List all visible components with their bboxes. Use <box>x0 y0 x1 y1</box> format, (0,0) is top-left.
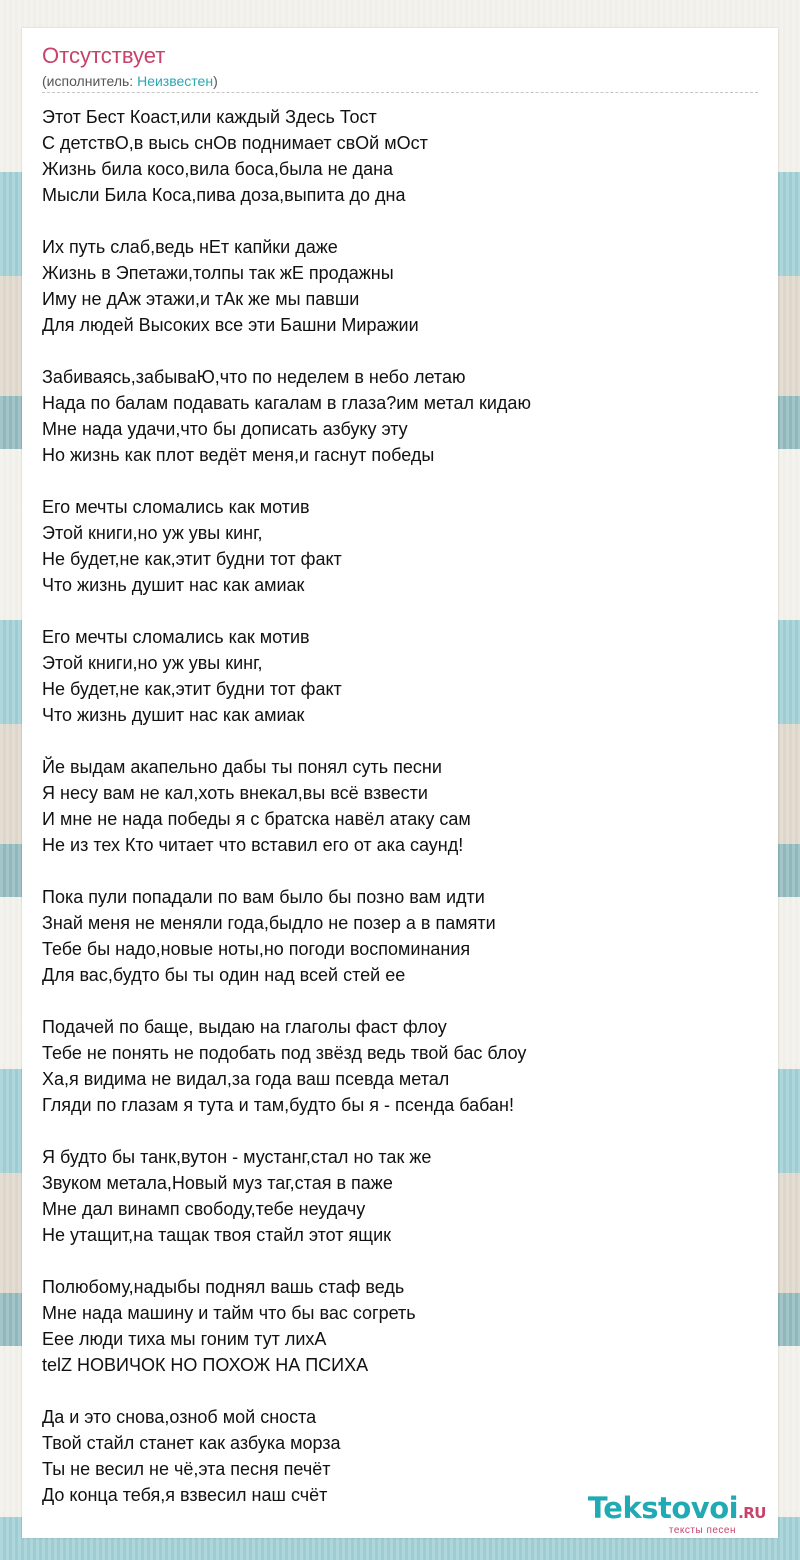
lyrics-stanza <box>42 364 762 468</box>
lyrics-line: Знай меня не меняли года,быдло не позер а в памяти <box>42 913 496 933</box>
lyrics-line: Не утащит,на тащак твоя стайл этот ящик <box>42 1225 392 1245</box>
lyrics-line: Но жизнь как плот ведёт меня,и гаснут победы <box>42 445 435 465</box>
lyrics-line: Мне нада машину и тайм что бы вас согреть <box>42 1303 416 1323</box>
lyrics-line: Этот Бест Коаст,или каждый Здесь Тост <box>42 107 377 127</box>
lyrics-stanza <box>42 494 762 598</box>
lyrics-line: Мне дал винамп свободу,тебе неудачу <box>42 1199 366 1219</box>
lyrics-line: Ха,я видима не видал,за года ваш псевда метал <box>42 1069 450 1089</box>
lyrics-line: Мне нада удачи,что бы дописать азбуку эту <box>42 419 408 439</box>
artist-prefix: (исполнитель: <box>42 73 138 89</box>
lyrics-line: Я несу вам не кал,хоть внекал,вы всё взвести <box>42 783 428 803</box>
song-title: Отсутствует <box>42 43 166 68</box>
lyrics-stanza <box>42 754 762 858</box>
lyrics-line: Звуком метала,Новый муз таг,стая в паже <box>42 1173 393 1193</box>
lyrics-line: Жизнь била косо,вила боса,была не дана <box>42 159 394 179</box>
logo-brand-text: Tekstovoi <box>587 1491 739 1525</box>
lyrics-stanza <box>42 1144 762 1248</box>
lyrics-line: Жизнь в Эпетажи,толпы так жЕ продажны <box>42 263 394 283</box>
lyrics-line: Мысли Била Коса,пива доза,выпита до дна <box>42 185 406 205</box>
lyrics-line: Их путь слаб,ведь нЕт капйки даже <box>42 237 338 257</box>
lyrics-line: Забиваясь,забываЮ,что по неделем в небо летаю <box>42 367 466 387</box>
lyrics-line: Для людей Высоких все эти Башни Миражии <box>42 315 419 335</box>
lyrics-line: Его мечты сломались как мотив <box>42 497 310 517</box>
lyrics-stanza <box>42 1274 762 1378</box>
lyrics-line: Не из тех Кто читает что вставил его от ака саунд! <box>42 835 464 855</box>
lyrics-line: Я будто бы танк,вутон - мустанг,стал но так же <box>42 1147 432 1167</box>
lyrics-line: Полюбому,надыбы поднял вашь стаф ведь <box>42 1277 405 1297</box>
lyrics-line: Этой книги,но уж увы кинг, <box>42 653 263 673</box>
lyrics-line: Что жизнь душит нас как амиак <box>42 705 305 725</box>
lyrics-line: Не будет,не как,этит будни тот факт <box>42 679 342 699</box>
lyrics-stanza <box>42 104 762 208</box>
lyrics-line: Тебе бы надо,новые ноты,но погоди воспоминания <box>42 939 471 959</box>
lyrics-line: Его мечты сломались как мотив <box>42 627 310 647</box>
lyrics-stanza <box>42 884 762 988</box>
lyrics-line: С детствО,в высь снОв поднимает свОй мОст <box>42 133 428 153</box>
logo-tld: .RU <box>738 1504 766 1522</box>
site-logo[interactable] <box>588 1492 766 1536</box>
lyrics-line: Не будет,не как,этит будни тот факт <box>42 549 342 569</box>
lyrics-line: Ты не весил не чё,эта песня печёт <box>42 1459 331 1479</box>
lyrics-line: Гляди по глазам я тута и там,будто бы я - псенда бабан! <box>42 1095 514 1115</box>
title-divider <box>42 92 758 93</box>
lyrics-body <box>42 104 762 1508</box>
lyrics-line: Твой стайл станет как азбука морза <box>42 1433 341 1453</box>
lyrics-line: Что жизнь душит нас как амиак <box>42 575 305 595</box>
artist-line <box>42 72 218 90</box>
lyrics-line: Йе выдам акапельно дабы ты понял суть песни <box>42 757 442 777</box>
lyrics-line: Тебе не понять не подобать под звёзд ведь твой бас блоу <box>42 1043 527 1063</box>
lyrics-line: Этой книги,но уж увы кинг, <box>42 523 263 543</box>
artist-link[interactable]: Неизвестен <box>137 73 214 89</box>
logo-tagline: тексты песен <box>668 1525 736 1536</box>
lyrics-stanza <box>42 234 762 338</box>
lyrics-card <box>22 28 778 1538</box>
lyrics-stanza <box>42 1014 762 1118</box>
lyrics-line: telZ НОВИЧОК НО ПОХОЖ НА ПСИХА <box>42 1355 369 1375</box>
lyrics-line: Нада по балам подавать кагалам в глаза?им метал кидаю <box>42 393 531 413</box>
logo-brand <box>588 1492 766 1529</box>
lyrics-line: Для вас,будто бы ты один над всей стей ее <box>42 965 406 985</box>
lyrics-line: Еее люди тиха мы гоним тут лихА <box>42 1329 327 1349</box>
lyrics-line: Иму не дАж этажи,и тАк же мы павши <box>42 289 360 309</box>
lyrics-line: Подачей по баще, выдаю на глаголы фаст флоу <box>42 1017 447 1037</box>
lyrics-line: До конца тебя,я взвесил наш счёт <box>42 1485 328 1505</box>
lyrics-line: Да и это снова,озноб мой сноста <box>42 1407 317 1427</box>
lyrics-stanza <box>42 624 762 728</box>
lyrics-line: Пока пули попадали по вам было бы позно вам идти <box>42 887 485 907</box>
lyrics-line: И мне не нада победы я с братска навёл атаку сам <box>42 809 471 829</box>
artist-suffix: ) <box>213 73 218 89</box>
